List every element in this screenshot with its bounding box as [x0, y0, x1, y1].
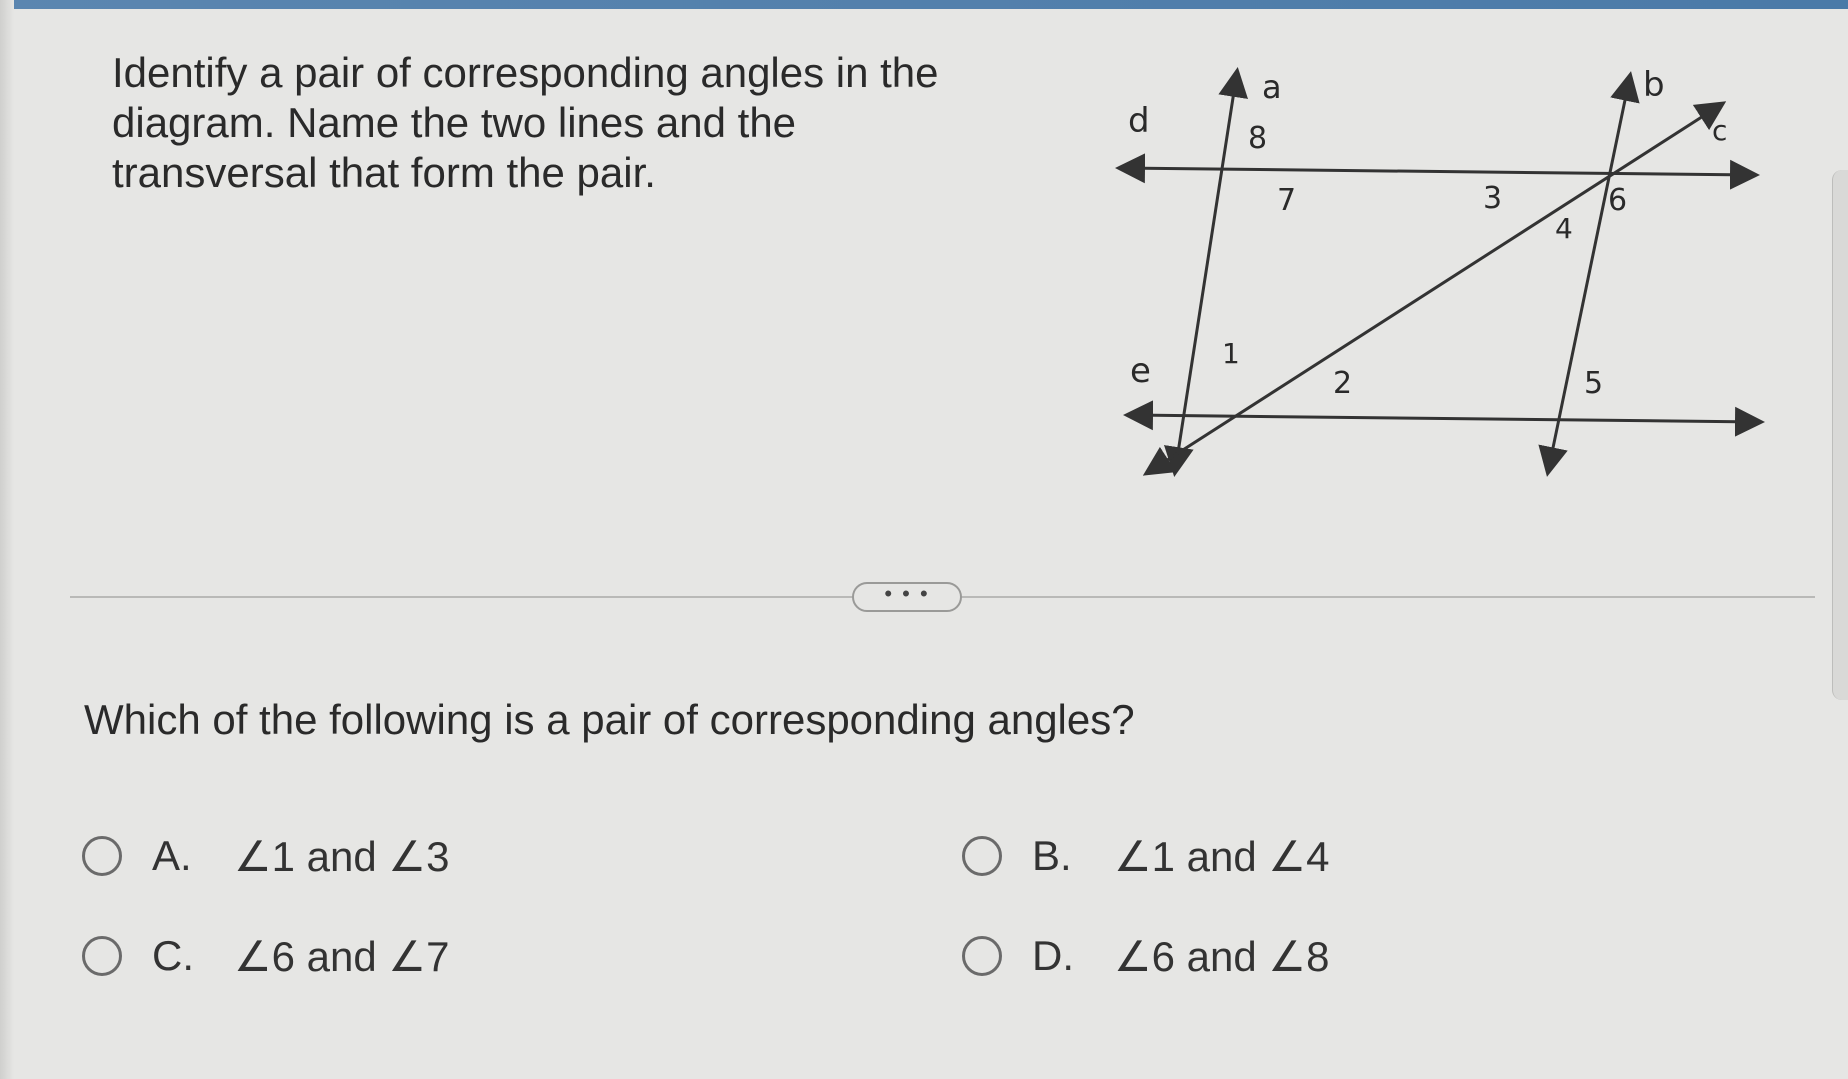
choice-a[interactable]: [82, 829, 449, 883]
angle-label-2: 2: [1333, 366, 1353, 401]
angle-label-8: 8: [1248, 121, 1268, 156]
line-d: [1120, 168, 1755, 175]
line-b: [1548, 76, 1630, 472]
radio-button[interactable]: [962, 836, 1002, 876]
choice-text: ∠6 and ∠7: [234, 932, 450, 980]
choice-letter: C.: [152, 932, 194, 979]
scrollbar[interactable]: [1832, 170, 1848, 700]
angle-label-5: 5: [1584, 366, 1604, 401]
label-line-d: d: [1128, 101, 1150, 141]
radio-button[interactable]: [82, 836, 122, 876]
choice-letter: D.: [1032, 932, 1074, 979]
choice-text: ∠1 and ∠4: [1114, 832, 1330, 880]
line-a: [1175, 72, 1237, 472]
choice-text: ∠1 and ∠3: [234, 832, 450, 880]
line-e: [1128, 415, 1760, 422]
angle-label-7: 7: [1277, 183, 1297, 218]
prompt-line: transversal that form the pair.: [112, 149, 656, 196]
angle-label-1: 1: [1222, 337, 1240, 370]
choice-d[interactable]: [962, 929, 1329, 983]
question-text: Which of the following is a pair of corresponding angles?: [84, 696, 1135, 743]
angle-label-6: 6: [1608, 183, 1628, 218]
radio-button[interactable]: [82, 936, 122, 976]
choice-c[interactable]: [82, 929, 449, 983]
geometry-diagram: [1100, 60, 1800, 500]
problem-prompt: [112, 48, 1012, 198]
label-line-e: e: [1130, 351, 1151, 391]
angle-label-4: 4: [1555, 212, 1573, 245]
left-edge-shadow: [0, 0, 14, 1079]
choice-b[interactable]: [962, 829, 1329, 883]
label-line-c: c: [1712, 114, 1728, 147]
label-line-a: a: [1262, 68, 1282, 106]
more-options-button[interactable]: • • •: [852, 582, 962, 612]
choice-text: ∠6 and ∠8: [1114, 932, 1330, 980]
choice-letter: A.: [152, 832, 192, 879]
choice-letter: B.: [1032, 832, 1072, 879]
prompt-line: Identify a pair of corresponding angles in the: [112, 49, 939, 96]
angle-label-3: 3: [1483, 181, 1503, 216]
radio-button[interactable]: [962, 936, 1002, 976]
top-accent-bar: [0, 0, 1848, 9]
prompt-line: diagram. Name the two lines and the: [112, 99, 797, 146]
label-line-b: b: [1643, 65, 1665, 105]
